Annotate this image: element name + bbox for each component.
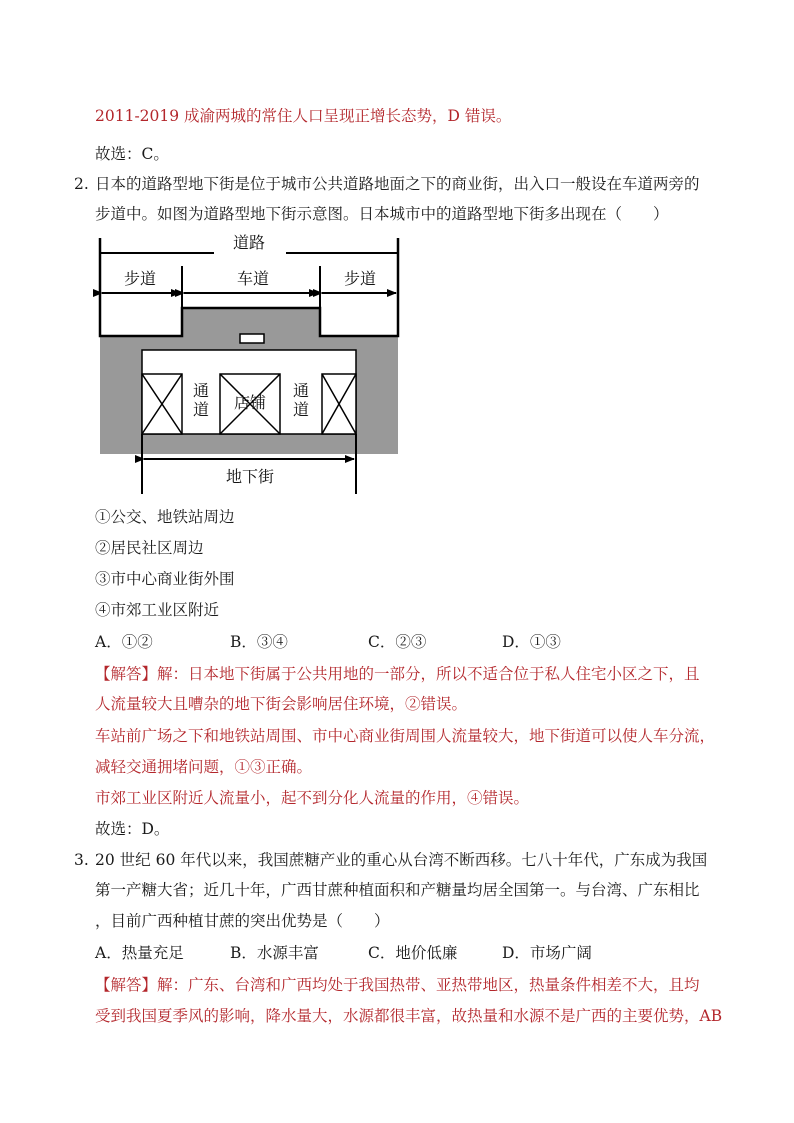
q3-analysis-line [95, 975, 700, 995]
passage-right-label: 通 [292, 381, 310, 400]
analysis-text: 解：日本地下街属于公共用地的一部分，所以不适合位于私人住宅小区之下，且 [157, 665, 700, 683]
q2-option-b: B．③④ [230, 633, 288, 651]
shop-label: 店铺 [233, 393, 267, 412]
q2-analysis-line: 人流量较大且嘈杂的地下街会影响居住环境，②错误。 [95, 695, 468, 713]
q3-option-d: D．市场广阔 [502, 944, 592, 962]
analysis-tag: 【解答】 [95, 976, 158, 994]
sidewalk-left-label: 步道 [123, 269, 157, 288]
lane-label: 车道 [236, 269, 270, 288]
q2-analysis-line [95, 664, 700, 684]
q2-analysis-line: 车站前广场之下和地铁站周围、市中心商业街周围人流量较大，地下街道可以使人车分流， [95, 727, 716, 745]
passage-left-label: 通 [192, 381, 210, 400]
road-label: 道路 [232, 233, 266, 252]
q3-analysis-line: 受到我国夏季风的影响，降水量大，水源都很丰富，故热量和水源不是广西的主要优势，AB [95, 1007, 723, 1025]
q2-stem-line: 步道中。如图为道路型地下街示意图。日本城市中的道路型地下街多出现在（ ） [95, 205, 669, 223]
q3-option-b: B．水源丰富 [230, 944, 319, 962]
q2-item: ②居民社区周边 [95, 539, 204, 557]
entrance-box [240, 334, 264, 343]
analysis-tag: 【解答】 [95, 665, 158, 683]
q2-item: ③市中心商业街外围 [95, 570, 235, 588]
underground-street-diagram [90, 228, 410, 498]
q2-answer: 故选：D。 [95, 820, 170, 838]
q2-analysis-line: 减轻交通拥堵问题，①③正确。 [95, 758, 313, 776]
analysis-text: 解：广东、台湾和广西均处于我国热带、亚热带地区，热量条件相差不大，且均 [157, 976, 700, 994]
q2-option-a: A．①② [95, 633, 153, 651]
q2-analysis-line: 市郊工业区附近人流量小，起不到分化人流量的作用，④错误。 [95, 789, 530, 807]
q3-stem-line: 20 世纪 60 年代以来，我国蔗糖产业的重心从台湾不断西移。七八十年代，广东成为我国 [95, 851, 708, 869]
q2-item: ①公交、地铁站周边 [95, 508, 235, 526]
q3-option-c: C．地价低廉 [368, 944, 458, 962]
underground-label: 地下街 [225, 467, 275, 486]
q2-option-d: D．①③ [502, 633, 561, 651]
passage-right-label: 道 [292, 400, 310, 419]
q3-stem-line: ，目前广西种植甘蔗的突出优势是（ ） [95, 912, 390, 930]
sidewalk-right-label: 步道 [343, 269, 377, 288]
q3-number: 3. [74, 851, 89, 869]
passage-left-label: 道 [192, 400, 210, 419]
q3-stem-line: 第一产糖大省；近几十年，广西甘蔗种植面积和产糖量均居全国第一。与台湾、广东相比 [95, 881, 700, 899]
q3-option-a: A．热量充足 [95, 944, 184, 962]
q2-stem-line: 日本的道路型地下街是位于城市公共道路地面之下的商业街，出入口一般设在车道两旁的 [95, 175, 700, 193]
q2-option-c: C．②③ [368, 633, 427, 651]
prev-analysis-line: 2011-2019 成渝两城的常住人口呈现正增长态势，D 错误。 [95, 107, 512, 125]
q2-number: 2. [74, 175, 89, 193]
q2-item: ④市郊工业区附近 [95, 601, 220, 619]
prev-answer: 故选：C。 [95, 145, 169, 163]
